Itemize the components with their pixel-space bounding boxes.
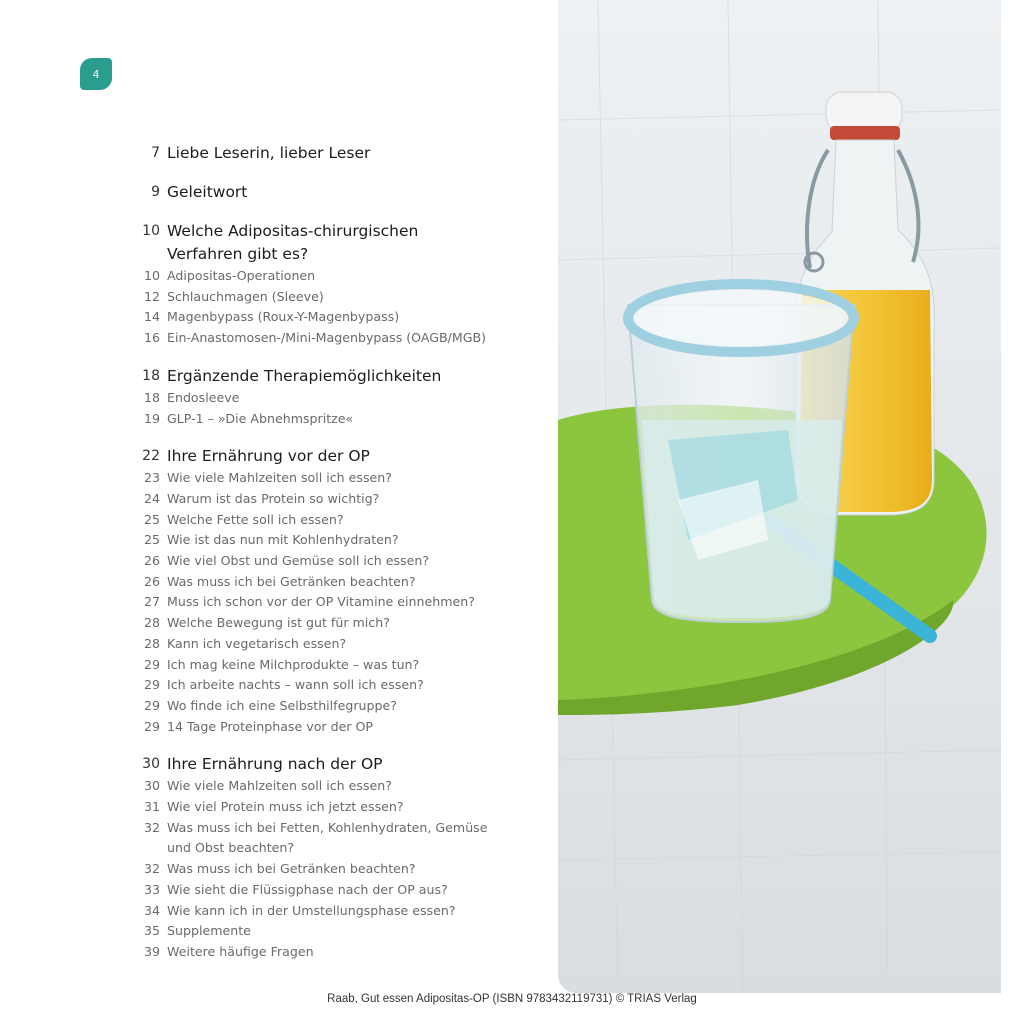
toc-entry-title: Adipositas-Operationen [167,268,316,283]
toc-chapter-heading [138,181,558,204]
toc-page-number: 29 [143,677,160,693]
toc-entry [138,880,558,901]
toc-entry [138,592,558,613]
toc-entry [138,942,558,963]
toc-page-number: 23 [143,470,160,486]
table-of-contents [138,142,558,979]
toc-entry-title: Ich arbeite nachts – wann soll ich essen? [167,677,424,693]
toc-entry [138,921,558,942]
toc-page-number: 18 [143,389,160,405]
toc-section [138,181,558,204]
toc-page-number: 39 [143,943,160,959]
toc-entry-title: Wie viel Obst und Gemüse soll ich essen? [167,553,430,569]
toc-entry [138,797,558,818]
toc-entry-title: Wo finde ich eine Selbsthilfegruppe? [167,697,397,713]
toc-entry [138,266,558,287]
toc-entry-title: Supplemente [167,923,251,939]
toc-entry [138,489,558,510]
toc-entry-title: Was muss ich bei Fetten, Kohlenhydraten, Gemüse und Obst beachten? [167,819,488,856]
toc-entry [138,634,558,655]
toc-entry-title: Warum ist das Protein so wichtig? [167,490,380,506]
toc-page-number: 28 [143,635,160,651]
toc-page-number: 35 [143,923,160,939]
toc-page-number: 32 [143,819,160,835]
toc-entry-title: GLP-1 – »Die Abnehmspritze« [167,410,354,426]
toc-chapter-heading [138,220,558,266]
toc-entry-title: Muss ich schon vor der OP Vitamine einnehmen? [167,594,475,610]
toc-chapter-title: Ergänzende Therapiemöglichkeiten [167,366,442,385]
toc-entry [138,818,558,859]
toc-entry-title: Ich mag keine Milchprodukte – was tun? [167,656,420,672]
toc-page-number: 7 [151,145,160,161]
toc-entry [138,613,558,634]
toc-page-number: 24 [143,490,160,506]
toc-entry [138,776,558,797]
toc-entry-title: Ein-Anastomosen-/Mini-Magenbypass (OAGB/MGB) [167,330,487,346]
toc-entry [138,328,558,349]
toc-chapter-title: Welche Adipositas-chirurgischen Verfahren gibt es? [167,222,419,263]
toc-entry-title: Welche Fette soll ich essen? [167,511,344,527]
toc-entry-title: Wie kann ich in der Umstellungsphase essen? [167,902,456,918]
toc-page-number: 32 [143,861,160,877]
toc-page-number: 22 [142,448,160,465]
toc-entry-title: Wie ist das nun mit Kohlenhydraten? [167,532,399,548]
toc-chapter-title: Liebe Leserin, lieber Leser [167,144,371,162]
toc-entry-title: Endosleeve [167,389,240,405]
toc-chapter-heading [138,445,558,468]
toc-entry-title: Weitere häufige Fragen [167,943,314,959]
toc-chapter-title: Geleitwort [167,183,248,201]
toc-page-number: 29 [143,718,160,734]
toc-section [138,753,558,962]
toc-page-number: 26 [143,553,160,569]
toc-entry [138,530,558,551]
toc-chapter-heading [138,365,558,388]
toc-entry [138,572,558,593]
toc-entry [138,468,558,489]
toc-page-number: 29 [143,697,160,713]
toc-entry-title: Welche Bewegung ist gut für mich? [167,615,390,631]
toc-chapter-heading [138,142,558,165]
toc-page-number: 9 [151,184,160,200]
toc-chapter-heading [138,753,558,776]
toc-page-number: 18 [142,367,160,384]
toc-section [138,220,558,349]
toc-section [138,142,558,165]
toc-page-number: 33 [143,881,160,897]
toc-section [138,365,558,429]
toc-entry-title: Wie viele Mahlzeiten soll ich essen? [167,470,392,486]
toc-entry-title: Wie sieht die Flüssigphase nach der OP aus? [167,881,448,897]
toc-entry-title: Wie viel Protein muss ich jetzt essen? [167,799,404,815]
toc-page-number: 25 [143,511,160,527]
toc-entry [138,901,558,922]
toc-entry [138,287,558,308]
toc-entry [138,655,558,676]
toc-entry [138,717,558,738]
toc-entry [138,675,558,696]
toc-chapter-title: Ihre Ernährung nach der OP [167,755,383,774]
toc-section [138,445,558,737]
toc-page-number: 10 [143,268,160,283]
toc-page-number: 28 [143,615,160,631]
toc-entry [138,696,558,717]
toc-entry-title: 14 Tage Proteinphase vor der OP [167,718,374,734]
toc-chapter-title: Ihre Ernährung vor der OP [167,447,370,466]
page-number-badge: 4 [80,58,112,90]
toc-entry-title: Kann ich vegetarisch essen? [167,635,347,651]
toc-entry-title: Was muss ich bei Getränken beachten? [167,861,416,877]
toc-page-number: 16 [143,330,160,346]
photo-glass-and-bottle [558,0,1001,993]
toc-page-number: 30 [143,778,160,794]
toc-page-number: 30 [142,756,160,773]
toc-page-number: 14 [143,309,160,325]
toc-entry-title: Schlauchmagen (Sleeve) [167,288,324,304]
toc-entry [138,409,558,430]
toc-page-number: 19 [143,410,160,426]
toc-entry [138,551,558,572]
toc-entry-title: Wie viele Mahlzeiten soll ich essen? [167,778,392,794]
toc-entry [138,859,558,880]
toc-entry [138,510,558,531]
footer-citation: Raab, Gut essen Adipositas-OP (ISBN 9783432119731) © TRIAS Verlag [327,993,697,1005]
toc-page-number: 26 [143,573,160,589]
toc-entry-title: Magenbypass (Roux-Y-Magenbypass) [167,309,400,325]
toc-page-number: 25 [143,532,160,548]
toc-page-number: 29 [143,656,160,672]
toc-page-number: 27 [143,594,160,610]
toc-page-number: 31 [143,799,160,815]
toc-entry [138,388,558,409]
toc-page-number: 10 [142,223,160,239]
toc-entry-title: Was muss ich bei Getränken beachten? [167,573,416,589]
toc-page-number: 12 [143,288,160,304]
toc-page-number: 34 [143,902,160,918]
toc-entry [138,307,558,328]
